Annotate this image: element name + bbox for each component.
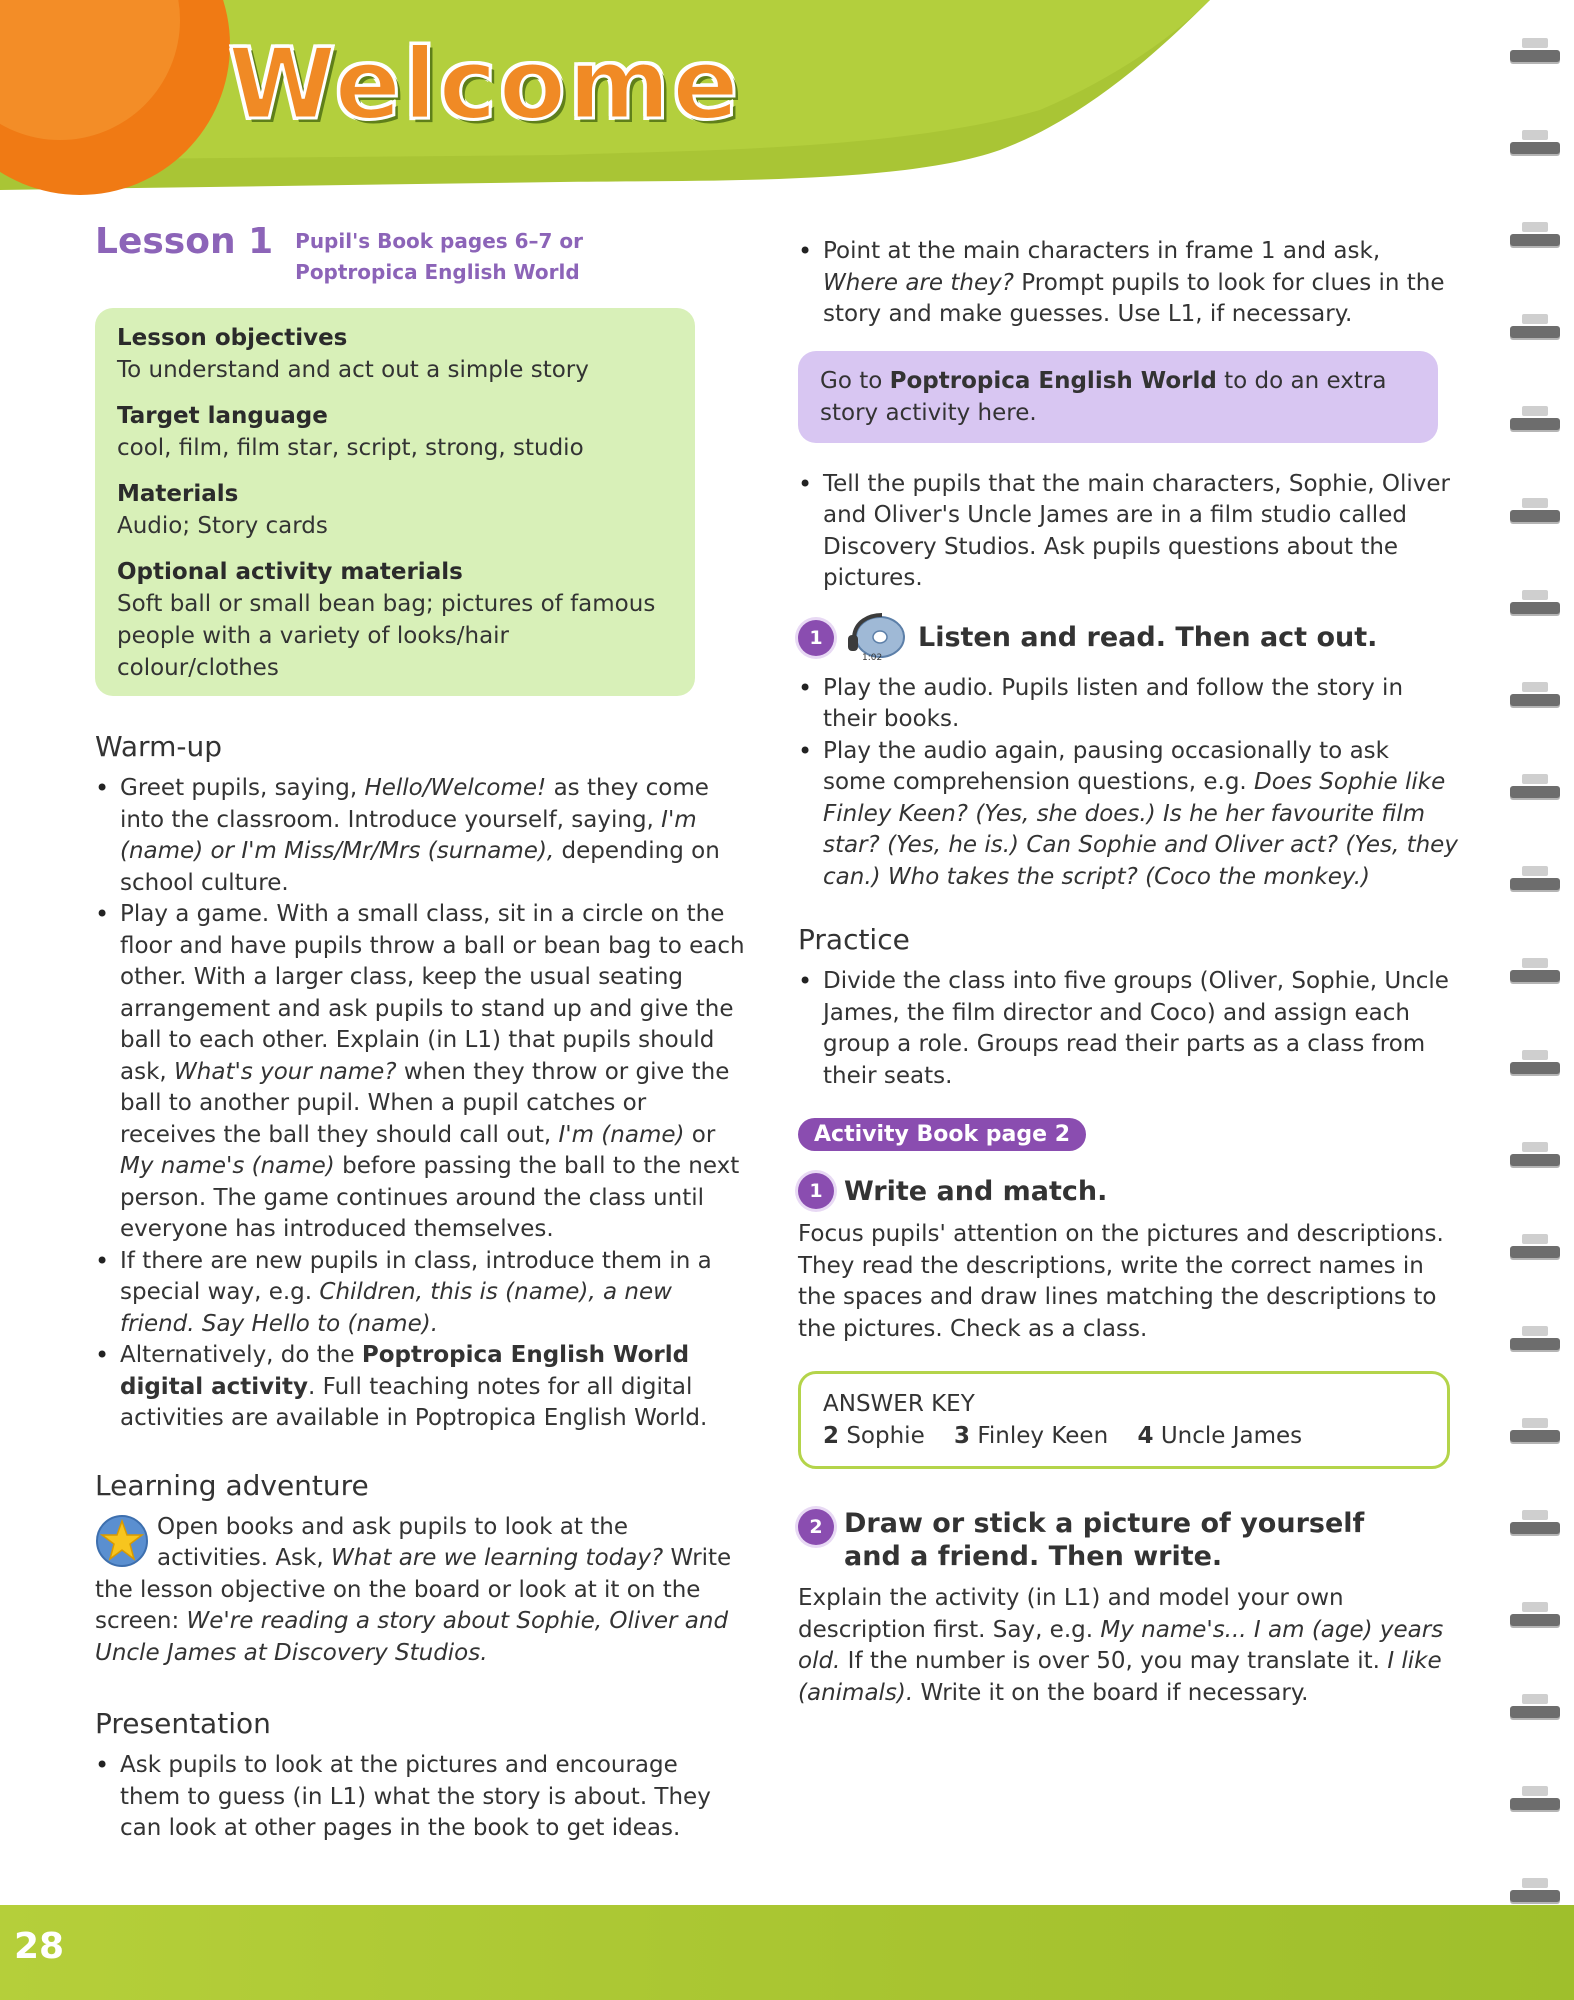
text: My name's... I am (age) years old. (798, 1616, 1444, 1674)
text: Play a game. With a small class, sit in a circle on the floor and have pupils throw a ball or bean bag to each other. With a larger class, keep the usual seating arrangement and ask pupils to stand up and give the ball to each other. Explain (in L1) that pupils should ask, (120, 901, 745, 1085)
learning-adventure-text (95, 1512, 745, 1670)
lesson-objectives-box (95, 308, 695, 696)
answer-text: Finley Keen (977, 1423, 1109, 1449)
text: Play the audio again, pausing occasionally to ask some comprehension questions, e.g. (823, 737, 1389, 795)
optional-materials-label: Optional activity materials (117, 559, 463, 585)
optional-materials-value: Soft ball or small bean bag; pictures of famous people with a variety of looks/hair colour/clothes (117, 591, 656, 681)
text: Go to (820, 367, 890, 394)
text: Prompt pupils to look for clues in the story and make guesses. Use L1, if necessary. (823, 269, 1445, 327)
text: Open books and ask pupils to look at the activities. Ask, (157, 1513, 628, 1571)
ab-activity-1-title: Write and match. (844, 1175, 1108, 1207)
tell-list (798, 469, 1458, 595)
text: My name's (name) (120, 1153, 335, 1179)
answer-text: Sophie (846, 1423, 925, 1449)
list-item (95, 899, 745, 1246)
text: If the number is over 50, you may translate it. (840, 1648, 1388, 1674)
practice-heading: Practice (798, 923, 910, 956)
answer-number: 4 (1137, 1423, 1154, 1449)
text: I'm (name) or I'm Miss/Mr/Mrs (surname), (120, 806, 697, 864)
list-item: • Ask pupils to look at the pictures and encourage them to guess (in L1) what the story is about. They can look at other pages in the book to get ideas. (95, 1750, 745, 1845)
text: Point at the main characters in frame 1 and ask, (823, 238, 1381, 264)
text: depending on school culture. (120, 838, 720, 896)
footer-band (0, 1905, 1574, 2000)
text: when they throw or give the ball to another pupil. When a pupil catches or receives the ball they should call out, (120, 1058, 730, 1148)
ab-activity-1-text: Focus pupils' attention on the pictures and descriptions. They read the descriptions, write the correct names in the spaces and draw lines matching the descriptions to the pictures. Check as a class. (798, 1221, 1444, 1342)
activity-number-badge: 1 (798, 620, 834, 656)
left-column (95, 222, 745, 1845)
star-badge-icon (95, 1514, 149, 1568)
materials-value: Audio; Story cards (117, 513, 328, 539)
text: Write the lesson objective on the board or look at it on the screen: (95, 1545, 732, 1634)
lesson-subtitle-line2: Poptropica English World (295, 260, 580, 284)
text: Greet pupils, saying, (120, 775, 365, 801)
materials-label: Materials (117, 481, 239, 507)
text: We're reading a story about Sophie, Oliver and Uncle James at Discovery Studios. (95, 1608, 729, 1666)
presentation-heading: Presentation (95, 1707, 271, 1740)
answer-key-label: ANSWER KEY (823, 1391, 975, 1417)
text: or (684, 1121, 716, 1148)
text: I'm (name) (558, 1121, 685, 1148)
activity-1-title: Listen and read. Then act out. (918, 622, 1378, 653)
list-item (798, 736, 1458, 894)
lesson-subtitle-line1: Pupil's Book pages 6–7 or (295, 229, 584, 253)
spiral-binding (1494, 20, 1574, 1980)
target-language-label: Target language (117, 403, 328, 429)
answer-text: Uncle James (1160, 1423, 1303, 1449)
text: as they come into the classroom. Introduce yourself, saying, (120, 775, 709, 833)
list-item (798, 236, 1458, 331)
text: What's your name? (174, 1058, 397, 1085)
warmup-list (95, 773, 745, 1435)
activity-number-badge: 2 (798, 1509, 834, 1545)
right-column (798, 236, 1458, 1709)
text: Alternatively, do the (120, 1342, 362, 1368)
practice-list (798, 966, 1458, 1092)
text: Poptropica English World (889, 367, 1217, 394)
objectives-value: To understand and act out a simple story (117, 357, 589, 383)
text: Hello/Welcome! (364, 775, 547, 801)
activity-book-tag: Activity Book page 2 (798, 1118, 1086, 1151)
list-item: • Tell the pupils that the main characters, Sophie, Oliver and Oliver's Uncle James are in a film studio called Discovery Studios. Ask pupils questions about the pictures. (798, 469, 1458, 595)
text: I like (animals). (798, 1648, 1442, 1706)
answer-key-row (823, 1420, 1425, 1452)
list-item: • Play the audio. Pupils listen and follow the story in their books. (798, 673, 1458, 736)
page-number: 28 (14, 1926, 65, 1967)
answer-key-box (798, 1371, 1450, 1469)
track-number: 1:02 (862, 652, 883, 663)
target-language-value: cool, film, film star, script, strong, studio (117, 435, 584, 461)
text: . Full teaching notes for all digital activities are available in Poptropica English World. (120, 1373, 708, 1431)
poptropica-extra-box (798, 351, 1438, 443)
activity-1-header (798, 613, 1458, 663)
lesson-title: Lesson 1 (95, 221, 274, 262)
ab-activity-1-header (798, 1173, 1458, 1209)
lesson-header (95, 222, 745, 288)
text: Explain the activity (in L1) and model your own description first. Say, e.g. (798, 1585, 1344, 1643)
text: Where are they? (823, 269, 1014, 296)
page-title: Welcome (228, 28, 741, 142)
activity-number-badge: 1 (798, 1173, 834, 1209)
text: What are we learning today? (330, 1545, 664, 1571)
learning-adventure-heading: Learning adventure (95, 1468, 369, 1502)
answer-item (954, 1423, 1108, 1449)
presentation-list-continued (798, 236, 1458, 331)
lesson-subtitle (295, 222, 583, 288)
text: before passing the ball to the next person. The game continues around the class until everyone has introduced themselves. (120, 1153, 740, 1242)
ab-activity-2-header (798, 1507, 1458, 1573)
answer-item (1137, 1423, 1302, 1449)
list-item (95, 1246, 745, 1341)
list-item (95, 773, 745, 899)
answer-item (823, 1423, 925, 1449)
text: If there are new pupils in class, introduce them in a special way, e.g. (120, 1247, 712, 1305)
text: Does Sophie like Finley Keen? (Yes, she does.) Is he her favourite film star? (Yes, he is.) Can Sophie and Oliver act? (Yes, they can.) Who takes the script? (Coco the monkey.) (823, 769, 1458, 890)
text: Write it on the board if necessary. (913, 1679, 1309, 1706)
answer-number: 3 (954, 1423, 971, 1449)
list-item (95, 1340, 745, 1435)
ab-activity-2-title: Draw or stick a picture of yourself and a friend. Then write. (844, 1508, 1365, 1572)
text: Poptropica English World digital activity (120, 1342, 690, 1400)
answer-number: 2 (823, 1423, 840, 1449)
activity-1-list (798, 673, 1458, 894)
text: to do an extra story activity here. (820, 367, 1387, 426)
presentation-list (95, 1750, 745, 1845)
warmup-heading: Warm-up (95, 730, 222, 763)
text: Children, this is (name), a new friend. Say Hello to (name). (120, 1279, 672, 1337)
objectives-label: Lesson objectives (117, 325, 348, 351)
list-item: • Divide the class into five groups (Oliver, Sophie, Uncle James, the film director and Coco) and assign each group a role. Groups read their parts as a class from their seats. (798, 966, 1458, 1092)
audio-cd-icon (844, 613, 908, 663)
ab-activity-2-text (798, 1583, 1458, 1709)
